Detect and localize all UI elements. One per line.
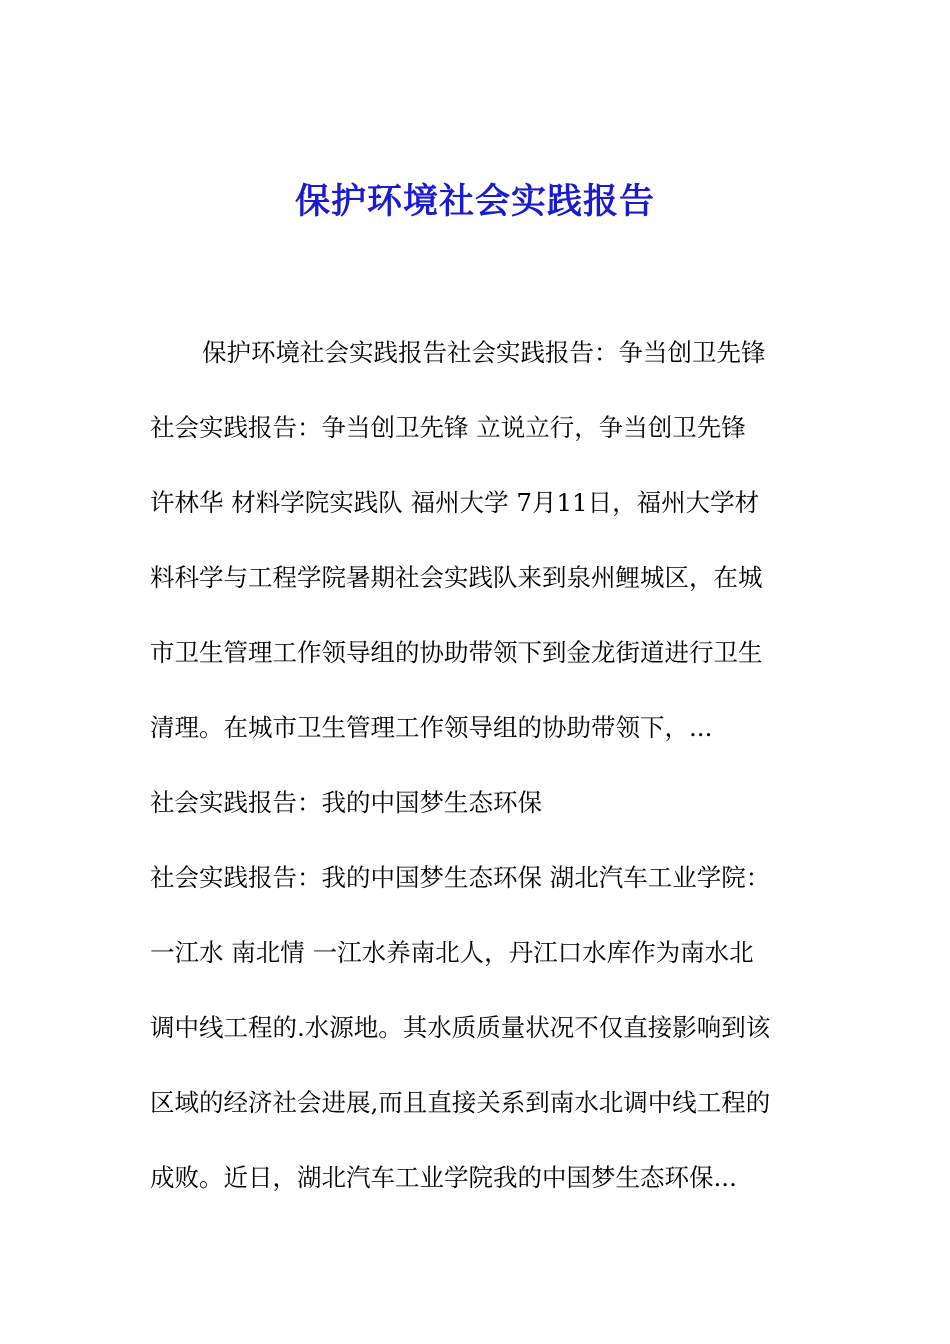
text-line: 调中线工程的.水源地。其水质质量状况不仅直接影响到该 xyxy=(150,1013,771,1042)
text-line: 料科学与工程学院暑期社会实践队来到泉州鲤城区，在城 xyxy=(150,563,763,592)
section-heading-line: 社会实践报告：我的中国梦生态环保 xyxy=(150,788,542,817)
text-line: 社会实践报告：争当创卫先锋 立说立行，争当创卫先锋 xyxy=(150,413,746,442)
text-line: 市卫生管理工作领导组的协助带领下到金龙街道进行卫生 xyxy=(150,638,763,667)
text-line: 成败。近日，湖北汽车工业学院我的中国梦生态环保... xyxy=(150,1163,737,1192)
text-line: 保护环境社会实践报告社会实践报告：争当创卫先锋 xyxy=(202,338,766,367)
text-line: 区域的经济社会进展,而且直接关系到南水北调中线工程的 xyxy=(150,1088,771,1117)
text-line: 许林华 材料学院实践队 福州大学 7月11日，福州大学材 xyxy=(150,488,760,517)
text-line: 社会实践报告：我的中国梦生态环保 湖北汽车工业学院： xyxy=(150,863,771,892)
document-body xyxy=(150,327,810,1227)
text-line: 清理。在城市卫生管理工作领导组的协助带领下，... xyxy=(150,713,713,742)
text-line: 一江水 南北情 一江水养南北人，丹江口水库作为南水北 xyxy=(150,938,754,967)
document-title: 保护环境社会实践报告 xyxy=(294,181,655,222)
